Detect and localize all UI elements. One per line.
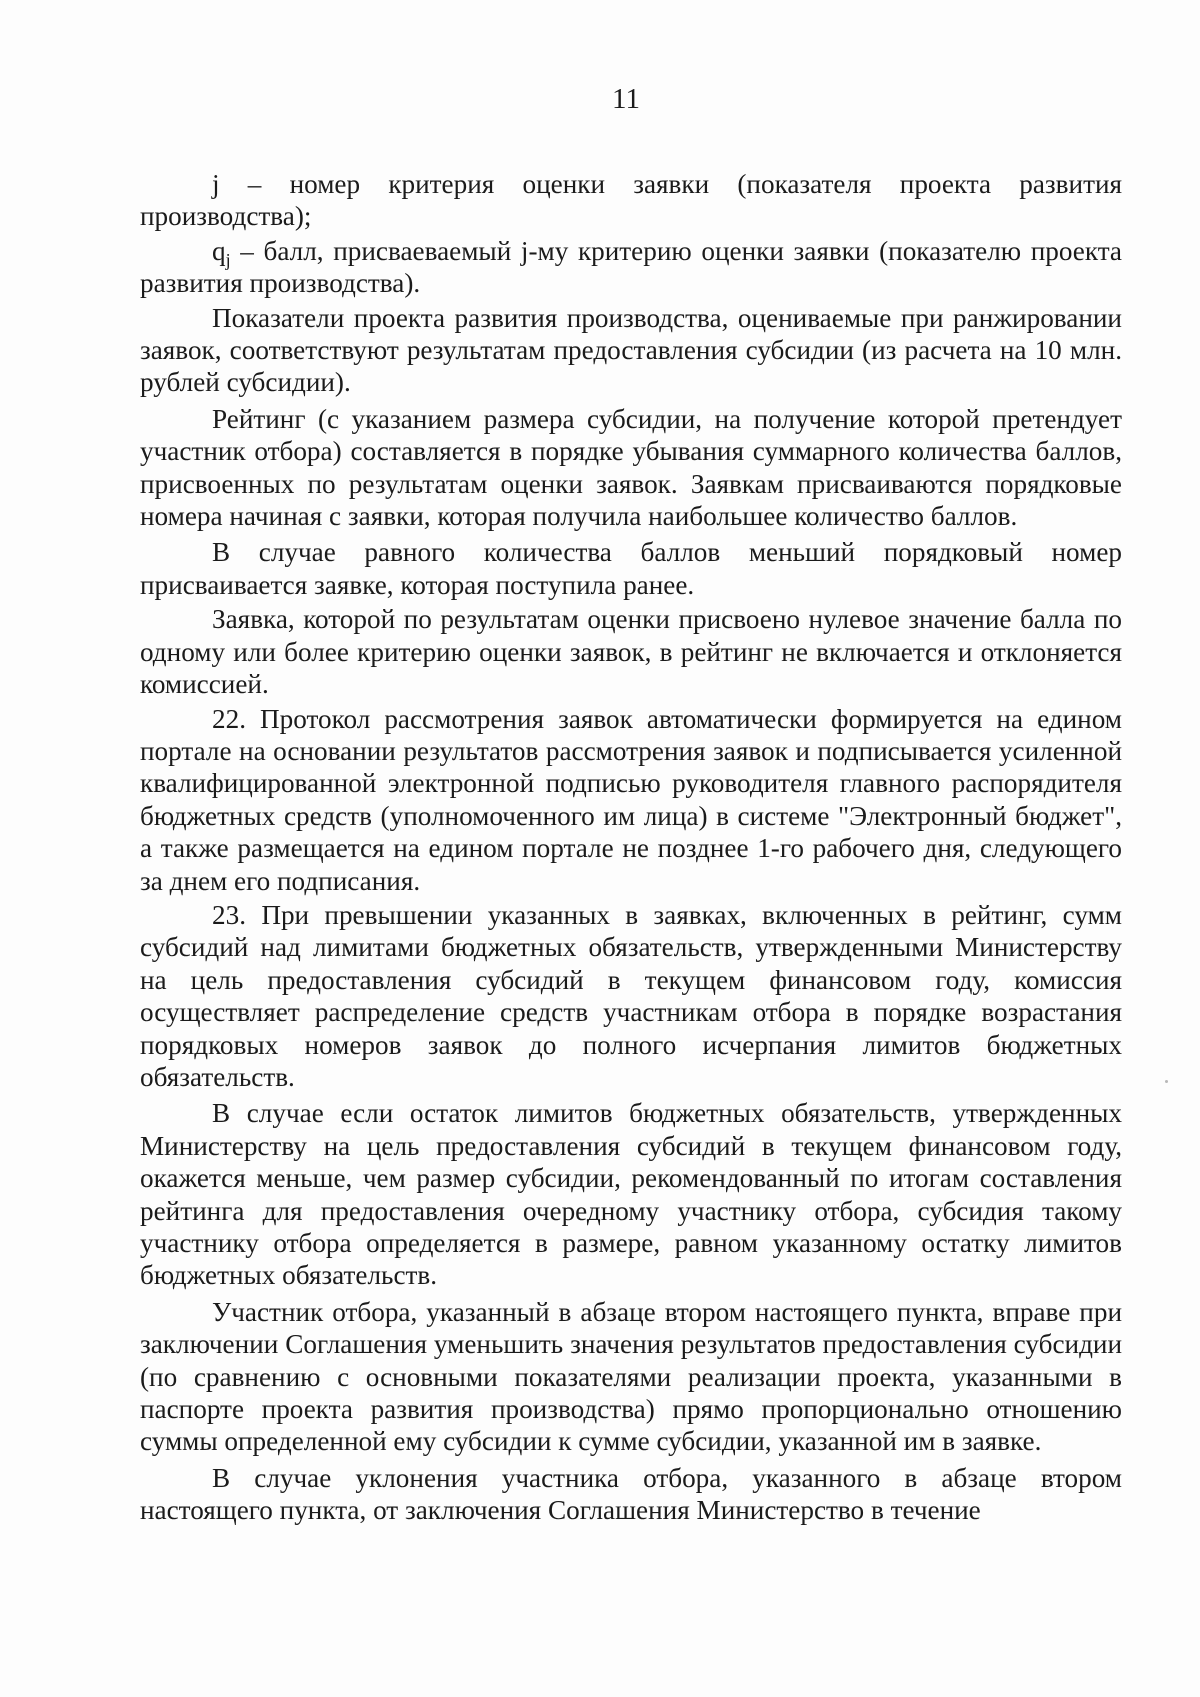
score-definition: – балл, присваеваемый j-му критерию оценки заявки (показателю проекта развития производства).: [140, 235, 1122, 299]
score-symbol: q: [212, 235, 226, 266]
document-body: [140, 168, 1122, 1527]
paragraph-criterion-number: j – номер критерия оценки заявки (показателя проекта развития производства);: [140, 169, 1122, 232]
paragraph-rating: Рейтинг (с указанием размера субсидии, на получение которой претендует участник отбора) составляется в порядке убывания суммарного количества баллов, присвоенных по результатам оценки заявок. Заявкам присваиваются порядковые номера начиная с заявки, которая получила наибольшее количество баллов.: [140, 403, 1122, 532]
paragraph-equal-score: В случае равного количества баллов меньший порядковый номер присваивается заявке, которая поступила ранее.: [140, 537, 1122, 600]
paragraph-item-23: 23. При превышении указанных в заявках, включенных в рейтинг, сумм субсидий над лимитами бюджетных обязательств, утвержденными Министерству на цель предоставления субсидий в текущем финансовом году, комиссия осуществляет распределение средств участникам отбора в порядке возрастания порядковых номеров заявок до полного исчерпания лимитов бюджетных обязательств.: [140, 899, 1122, 1092]
paragraph-evasion: В случае уклонения участника отбора, указанного в абзаце втором настоящего пункта, от заключения Соглашения Министерство в течение: [140, 1462, 1122, 1526]
scan-speck: [1165, 1080, 1168, 1083]
score-subscript: j: [225, 249, 231, 270]
paragraph-remaining-limits: В случае если остаток лимитов бюджетных обязательств, утвержденных Министерству на цель предоставления субсидий в текущем финансовом году, окажется меньше, чем размер субсидии, рекомендованный по итогам составления рейтинга для предоставления очередному участнику отбора, субсидия такому участнику отбора определяется в размере, равном указанному остатку лимитов бюджетных обязательств.: [140, 1098, 1122, 1291]
page-number: 11: [612, 83, 640, 115]
paragraph-indicators: Показатели проекта развития производства, оцениваемые при ранжировании заявок, соответствуют результатам предоставления субсидии (из расчета на 10 млн. рублей субсидии).: [140, 302, 1122, 398]
paragraph-zero-score: Заявка, которой по результатам оценки присвоено нулевое значение балла по одному или более критерию оценки заявок, в рейтинг не включается и отклоняется комиссией.: [140, 604, 1122, 700]
paragraph-item-22: 22. Протокол рассмотрения заявок автоматически формируется на едином портале на основании результатов рассмотрения заявок и подписывается усиленной квалифицированной электронной подписью руководителя главного распорядителя бюджетных средств (уполномоченного им лица) в системе "Электронный бюджет", а также размещается на едином портале не позднее 1-го рабочего дня, следующего за днем его подписания.: [140, 703, 1122, 896]
paragraph-participant-reduction: Участник отбора, указанный в абзаце втором настоящего пункта, вправе при заключении Соглашения уменьшить значения результатов предоставления субсидии (по сравнению с основными показателями реализации проекта, указанными в паспорте проекта развития производства) прямо пропорционально отношению суммы определенной ему субсидии к сумме субсидии, указанной им в заявке.: [140, 1296, 1122, 1457]
paragraph-criterion-score: [140, 235, 1122, 300]
